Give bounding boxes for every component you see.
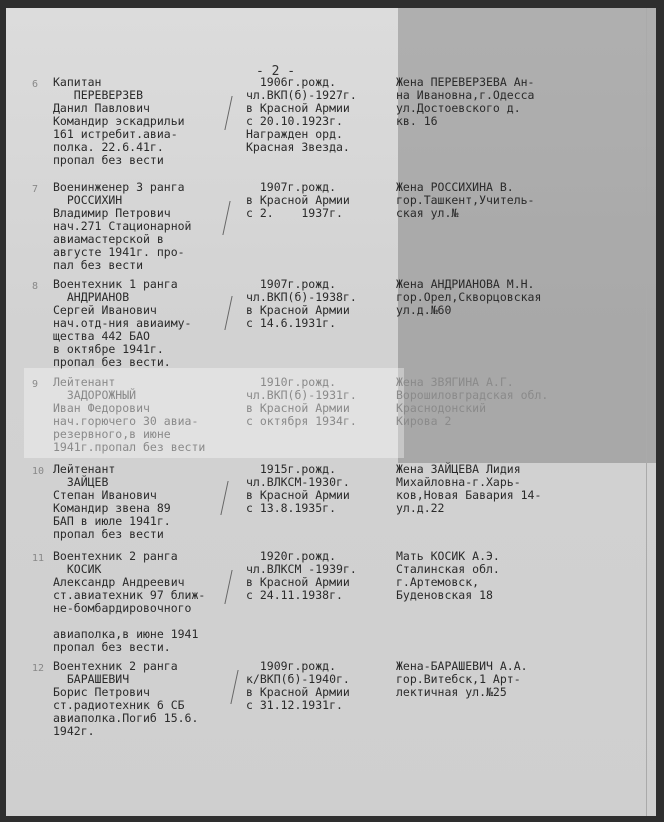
entry-service: 1907г.рожд. чл.ВКП(б)-1938г. в Красной Армии с 14.6.1931г.	[246, 277, 357, 330]
check-mark	[224, 570, 246, 604]
page-number: - 2 -	[256, 64, 296, 79]
entry-person: Воентехник 2 ранга БАРАШЕВИЧ Борис Петрович ст.радиотехник 6 СБ авиаполка.Погиб 15.6. 1942г.	[53, 659, 199, 738]
entry-service: 1910г.рожд. чл.ВКП(б)-1931г. в Красной Армии с октября 1934г.	[246, 375, 357, 428]
page-edge-line	[646, 8, 647, 816]
entry-service: 1906г.рожд. чл.ВКП(б)-1927г. в Красной Армии с 20.10.1923г. Награжден орд. Красная Звезда.	[246, 75, 357, 154]
check-mark	[224, 296, 246, 330]
entry-service: 1915г.рожд. чл.ВЛКСМ-1930г. в Красной Армии с 13.8.1935г.	[246, 462, 350, 515]
entry-number: 9	[32, 379, 39, 390]
entry-person: Воентехник 2 ранга КОСИК Александр Андреевич ст.авиатехник 97 ближ- не-бомбардировочного авиаполка,в июне 1941 пропал без вести.	[53, 549, 206, 654]
check-mark	[222, 201, 244, 235]
document-page	[6, 8, 656, 816]
entry-relative: Жена ЗВЯГИНА А.Г. Ворошиловградская обл. Краснодонский Кирова 2	[396, 375, 549, 428]
check-mark	[224, 96, 246, 130]
entry-number: 12	[32, 663, 45, 674]
entry-number: 7	[32, 184, 39, 195]
entry-service: 1909г.рожд. к/ВКП(б)-1940г. в Красной Армии с 31.12.1931г.	[246, 659, 350, 712]
entry-person: Лейтенант ЗАЙЦЕВ Степан Иванович Командир звена 89 БАП в июле 1941г. пропал без вести	[53, 462, 171, 541]
entry-number: 6	[32, 79, 39, 90]
entry-relative: Жена РОССИХИНА В. гор.Ташкент,Учитель- ская ул.№	[396, 180, 535, 220]
check-mark	[220, 481, 242, 515]
entry-person: Лейтенант ЗАДОРОЖНЫЙ Иван Федорович нач.горючего 30 авиа- резервного,в июне 1941г.пропал без вести	[53, 375, 206, 454]
entry-relative: Мать КОСИК А.Э. Сталинская обл. г.Артемовск, Буденовская 18	[396, 549, 500, 602]
entry-person: Капитан ПЕРЕВЕРЗЕВ Данил Павлович Командир эскадрильи 161 истребит.авиа- полка. 22.6.41г. пропал без вести	[53, 75, 185, 167]
entry-person: Воентехник 1 ранга АНДРИАНОВ Сергей Иванович нач.отд-ния авиаиму- щества 442 БАО в октябре 1941г. пропал без вести.	[53, 277, 192, 369]
entry-relative: Жена АНДРИАНОВА М.Н. гор.Орел,Скворцовская ул.д.№60	[396, 277, 542, 317]
entry-relative: Жена ПЕРЕВЕРЗЕВА Ан- на Ивановна,г.Одесса ул.Достоевского д. кв. 16	[396, 75, 535, 128]
entry-service: 1920г.рожд. чл.ВЛКСМ -1939г. в Красной Армии с 24.11.1938г.	[246, 549, 357, 602]
entry-number: 8	[32, 281, 39, 292]
entry-relative: Жена ЗАЙЦЕВА Лидия Михайловна-г.Харь- ков,Новая Бавария 14- ул.д.22	[396, 462, 542, 515]
entry-number: 10	[32, 466, 45, 477]
entry-person: Военинженер 3 ранга РОССИХИН Владимир Петрович нач.271 Стационарной авиамастерской в августе 1941г. про- пал без вести	[53, 180, 192, 272]
entry-number: 11	[32, 553, 45, 564]
entry-service: 1907г.рожд. в Красной Армии с 2. 1937г.	[246, 180, 350, 220]
entry-relative: Жена-БАРАШЕВИЧ А.А. гор.Витебск,1 Арт- лектичная ул.№25	[396, 659, 528, 699]
